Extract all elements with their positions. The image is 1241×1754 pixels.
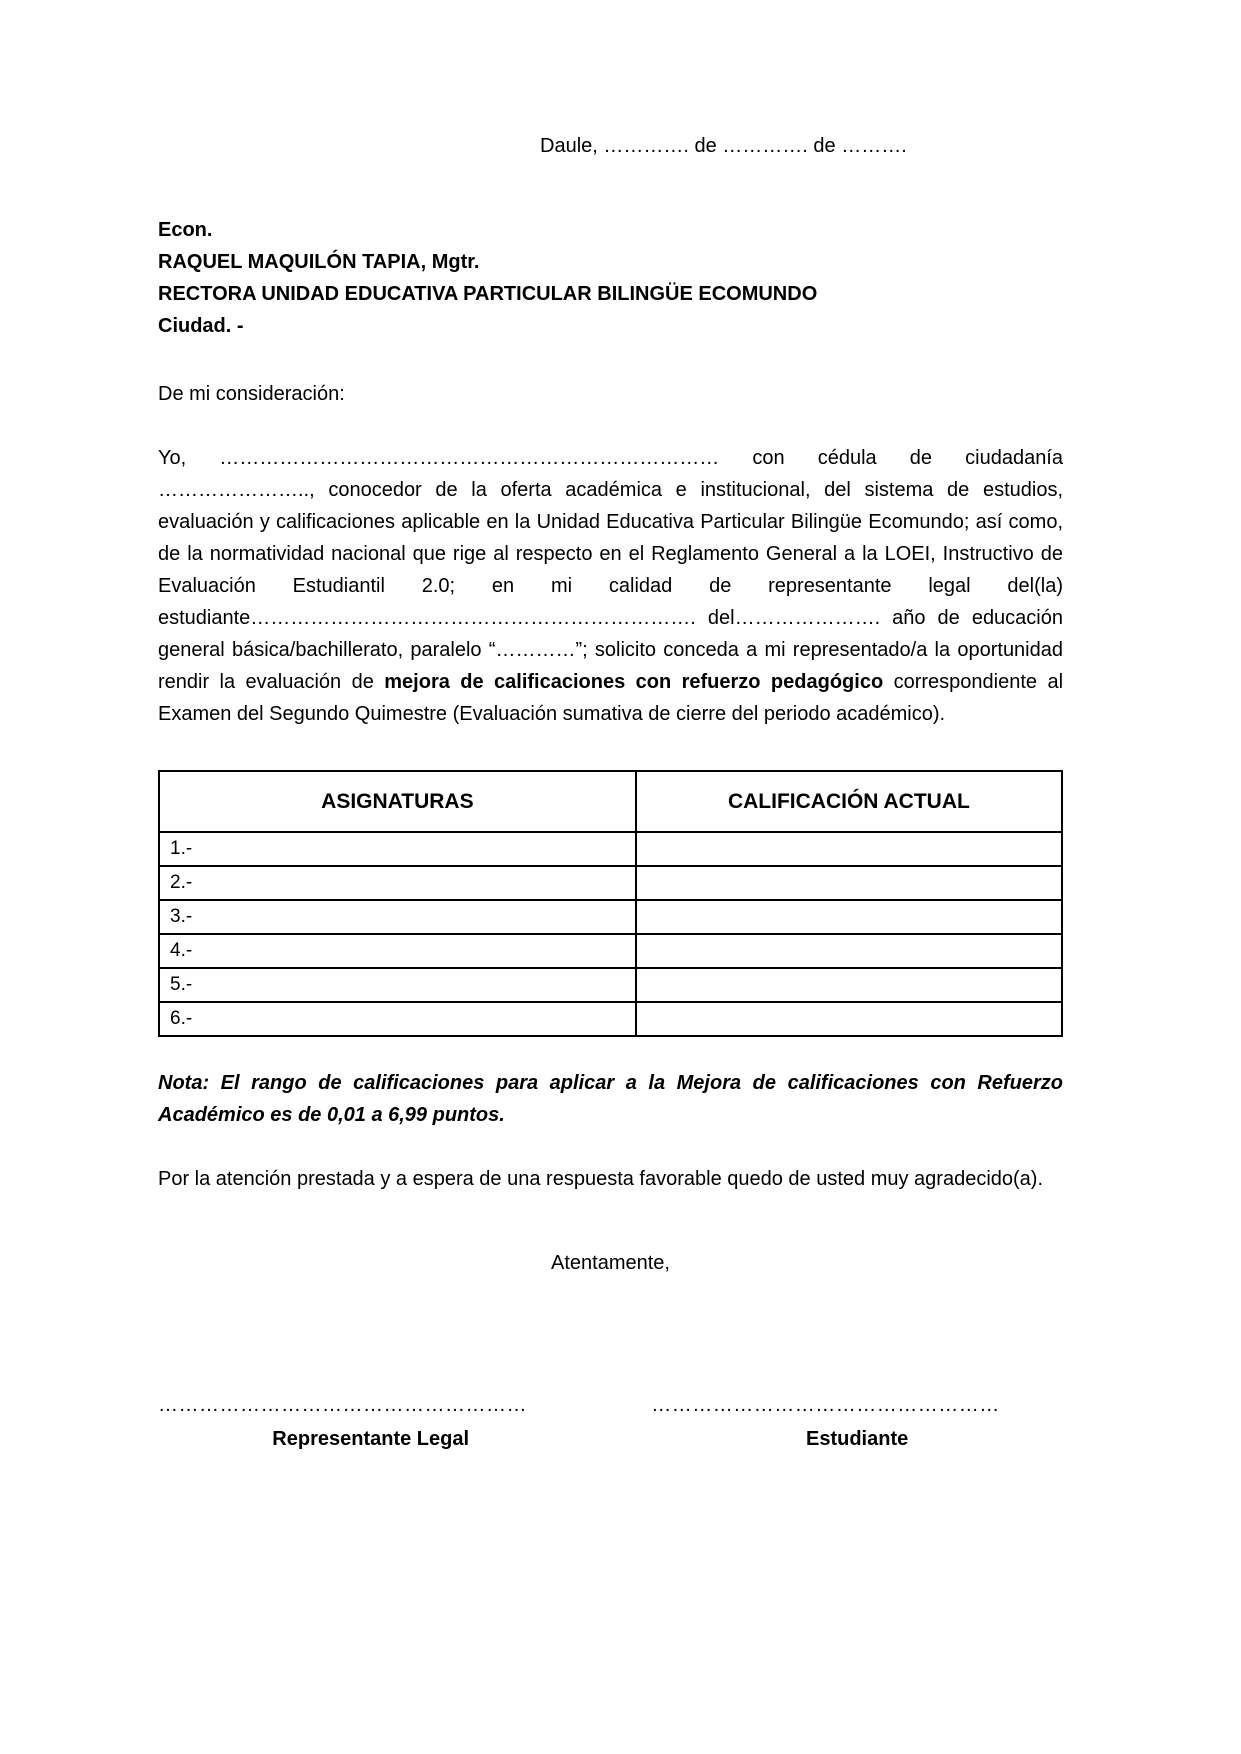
body-text-end: correspondiente al Examen del Segundo Quimestre (Evaluación sumativa de cierre del periodo académico). <box>158 671 1064 725</box>
grade-cell <box>636 1002 1062 1036</box>
signature-dotted-line: …………………………………………… <box>651 1394 1000 1416</box>
recipient-position: RECTORA UNIDAD EDUCATIVA PARTICULAR BILINGÜE ECOMUNDO <box>158 283 818 305</box>
table-header-row <box>159 771 1062 832</box>
signature-label-estudiante: Estudiante <box>805 1428 909 1450</box>
table-header-asignaturas: ASIGNATURAS <box>159 771 636 832</box>
recipient-name: RAQUEL MAQUILÓN TAPIA, Mgtr. <box>158 251 480 273</box>
recipient-city: Ciudad. - <box>158 315 244 337</box>
subject-cell: 5.- <box>159 968 636 1002</box>
grade-cell <box>636 866 1062 900</box>
table-header-calificacion-actual: CALIFICACIÓN ACTUAL <box>636 771 1062 832</box>
date-line: Daule, …………. de …………. de ………. <box>540 135 907 157</box>
note-paragraph: Nota: El rango de calificaciones para aplicar a la Mejora de calificaciones con Refuerzo Académico es de 0,01 a 6,99 puntos. <box>158 1072 1063 1126</box>
grade-cell <box>636 900 1062 934</box>
body-paragraph <box>158 442 1063 730</box>
table-row <box>159 900 1062 934</box>
closing-paragraph: Por la atención prestada y a espera de una respuesta favorable quedo de usted muy agradecido(a). <box>158 1168 1044 1190</box>
subject-cell: 6.- <box>159 1002 636 1036</box>
farewell: Atentamente, <box>551 1252 670 1274</box>
body-text-start: Yo, ………………………………………………………………… con cédula de ciudadanía ………………….., conocedor de la oferta académica e institucional, del sistema de estudios, evaluación y calificaciones aplicable en la Unidad Educativa Particular Bilingüe Ecomundo; así como, de la normatividad nacional que rige al respecto en el Reglamento General a la LOEI, Instructivo de Evaluación Estudiantil 2.0; en mi calidad de representante legal del(la) estudiante…………………………………………………………. del…………………. año de educación general básica/bachillerato, paralelo “…………”; solicito conceda a mi representado/a la oportunidad rendir la evaluación de <box>158 447 1063 693</box>
table-row <box>159 832 1062 866</box>
grade-cell <box>636 968 1062 1002</box>
salutation: De mi consideración: <box>158 383 345 405</box>
subject-cell: 4.- <box>159 934 636 968</box>
body-text-bold: mejora de calificaciones con refuerzo pedagógico <box>384 671 884 693</box>
table-row <box>159 968 1062 1002</box>
table-row <box>159 1002 1062 1036</box>
grades-table <box>158 770 1063 1037</box>
signature-label-representante-legal: Representante Legal <box>272 1428 470 1450</box>
recipient-title: Econ. <box>158 219 213 241</box>
subject-cell: 2.- <box>159 866 636 900</box>
table-row <box>159 866 1062 900</box>
subject-cell: 3.- <box>159 900 636 934</box>
signature-section <box>158 1389 1063 1455</box>
signature-block-representante <box>158 1389 583 1455</box>
table-row <box>159 934 1062 968</box>
grade-cell <box>636 832 1062 866</box>
signature-dotted-line: ……………………………………………… <box>158 1394 527 1416</box>
grade-cell <box>636 934 1062 968</box>
recipient-block <box>158 214 1063 342</box>
signature-block-estudiante <box>651 1389 1063 1455</box>
subject-cell: 1.- <box>159 832 636 866</box>
